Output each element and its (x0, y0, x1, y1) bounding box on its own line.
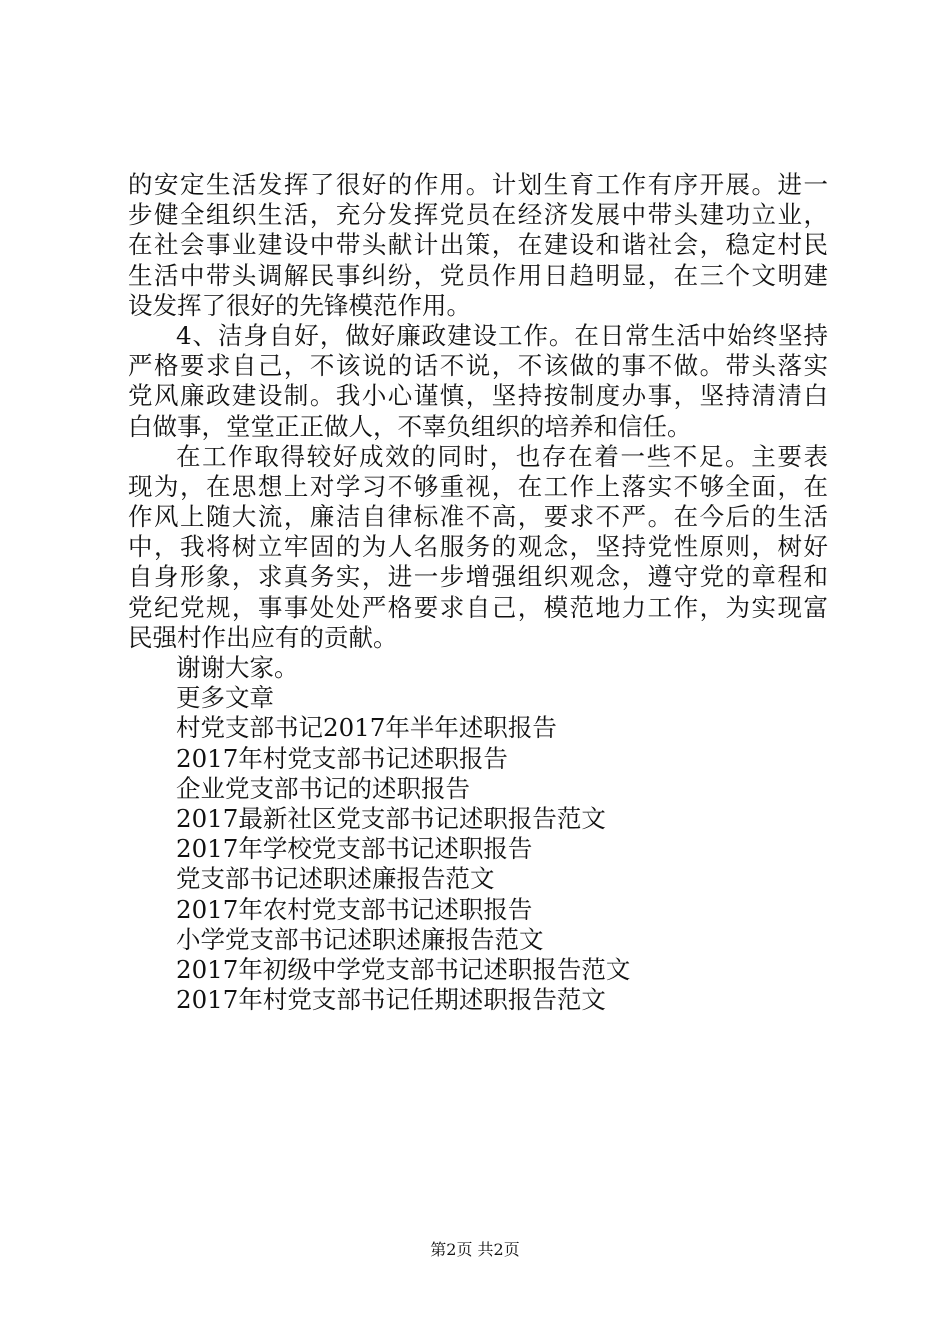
paragraph-line: 民强村作出应有的贡献。 (128, 622, 398, 652)
more-article-link[interactable]: 企业党支部书记的述职报告 (176, 773, 470, 803)
more-article-link[interactable]: 2017年村党支部书记任期述职报告范文 (176, 985, 606, 1015)
more-article-link[interactable]: 村党支部书记2017年半年述职报告 (176, 713, 557, 743)
more-article-link[interactable]: 2017年初级中学党支部书记述职报告范文 (176, 954, 631, 984)
document-body (128, 170, 828, 1015)
paragraph-line: 严格要求自己，不该说的话不说，不该做的事不做。带头落实 (128, 351, 828, 381)
paragraph-line: 白做事，堂堂正正做人，不辜负组织的培养和信任。 (128, 411, 692, 441)
paragraph-line: 党风廉政建设制。我小心谨慎，坚持按制度办事，坚持清清白 (128, 381, 828, 411)
more-article-link[interactable]: 2017年学校党支部书记述职报告 (176, 834, 533, 864)
closing-text: 谢谢大家。 (176, 653, 299, 682)
paragraph-line: 中，我将树立牢固的为人名服务的观念，坚持党性原则，树好 (128, 532, 828, 562)
paragraph-line: 自身形象，求真务实，进一步增强组织观念，遵守党的章程和 (128, 562, 828, 592)
paragraph-line: 生活中带头调解民事纠纷，党员作用日趋明显，在三个文明建 (128, 260, 828, 290)
paragraph-line: 作风上随大流，廉洁自律标准不高，要求不严。在今后的生活 (128, 502, 828, 532)
paragraph-line: 党纪党规，事事处处严格要求自己，模范地力工作，为实现富 (128, 592, 828, 622)
more-article-link[interactable]: 2017最新社区党支部书记述职报告范文 (176, 803, 606, 833)
paragraph-line: 在工作取得较好成效的同时，也存在着一些不足。主要表 (176, 441, 828, 471)
paragraph-line: 的安定生活发挥了很好的作用。计划生育工作有序开展。进一 (128, 170, 828, 199)
paragraph-line: 现为，在思想上对学习不够重视，在工作上落实不够全面，在 (128, 471, 828, 501)
more-articles-heading: 更多文章 (176, 683, 274, 713)
page-number-footer: 第2页 共2页 (430, 1240, 520, 1259)
more-article-link[interactable]: 小学党支部书记述职述廉报告范文 (176, 924, 544, 954)
paragraph-line: 步健全组织生活，充分发挥党员在经济发展中带头建功立业， (128, 200, 828, 230)
paragraph-line: 设发挥了很好的先锋模范作用。 (128, 290, 471, 320)
paragraph-line: 4、洁身自好，做好廉政建设工作。在日常生活中始终坚持 (176, 320, 828, 350)
more-article-link[interactable]: 党支部书记述职述廉报告范文 (176, 864, 495, 894)
more-article-link[interactable]: 2017年农村党支部书记述职报告 (176, 894, 533, 924)
paragraph-line: 在社会事业建设中带头献计出策，在建设和谐社会，稳定村民 (128, 230, 828, 260)
more-article-link[interactable]: 2017年村党支部书记述职报告 (176, 743, 508, 773)
